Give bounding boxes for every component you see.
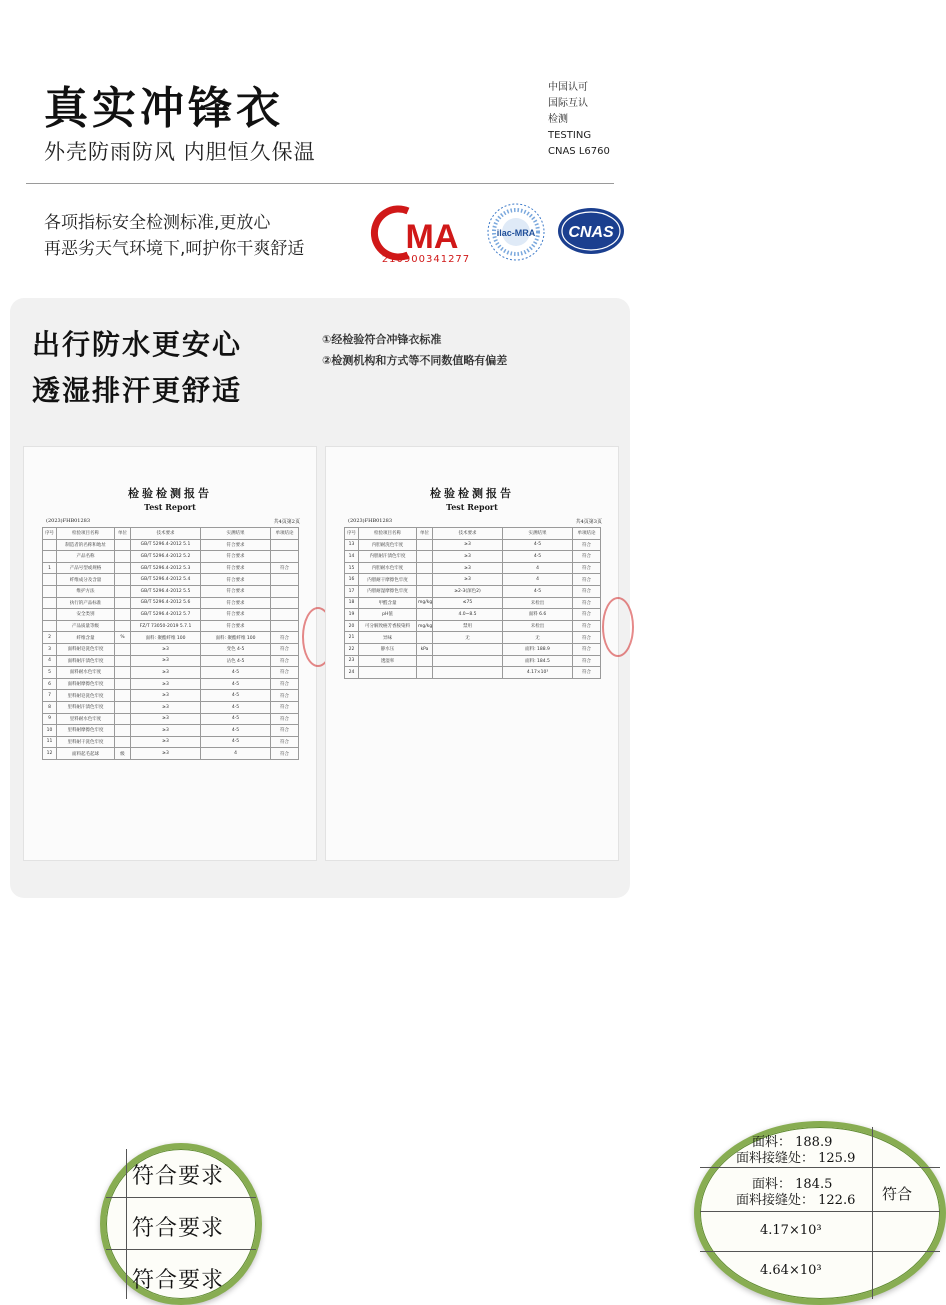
- table-cell: 4: [503, 562, 573, 574]
- table-cell: 12: [43, 748, 57, 760]
- table-cell: 符合: [573, 620, 601, 632]
- table-cell: 单位: [115, 528, 131, 540]
- table-cell: GB/T 5296.4-2012 5.4: [131, 574, 201, 586]
- table-row: [345, 539, 601, 551]
- table-row: [345, 643, 601, 655]
- table-cell: [115, 643, 131, 655]
- table-cell: 符合要求: [201, 562, 271, 574]
- table-cell: 产品号型或规格: [57, 562, 115, 574]
- table-row: [43, 736, 299, 748]
- table-cell: [271, 609, 299, 621]
- table-cell: 符合: [271, 701, 299, 713]
- table-cell: 异味: [359, 632, 417, 644]
- intro-line: 各项指标安全检测标准,更放心: [44, 213, 271, 233]
- table-cell: [417, 609, 433, 621]
- table-cell: 制造者的名称和地址: [57, 539, 115, 551]
- table-line: [872, 1127, 873, 1299]
- magnified-result: 符合: [882, 1185, 913, 1203]
- report-table: [344, 527, 601, 679]
- table-cell: [271, 551, 299, 563]
- note-line: ①经检验符合冲锋衣标准: [322, 333, 442, 346]
- table-cell: 符合: [271, 748, 299, 760]
- table-cell: 序号: [345, 528, 359, 540]
- table-row: [345, 620, 601, 632]
- table-row: [345, 667, 601, 679]
- table-cell: [417, 632, 433, 644]
- table-line: [700, 1167, 940, 1168]
- cert-line: TESTING: [548, 130, 592, 141]
- table-cell: 未检出: [503, 597, 573, 609]
- table-cell: 符合: [573, 597, 601, 609]
- table-row: [43, 713, 299, 725]
- table-cell: [43, 585, 57, 597]
- table-cell: 沾色 4-5: [201, 655, 271, 667]
- table-cell: [271, 620, 299, 632]
- table-cell: 里料耐干洗色牢度: [57, 736, 115, 748]
- table-cell: 无: [503, 632, 573, 644]
- report-number: (2023)FHB01283: [46, 518, 91, 524]
- table-cell: 技术要求: [433, 528, 503, 540]
- table-cell: 透湿率: [359, 655, 417, 667]
- table-cell: [43, 539, 57, 551]
- table-cell: 符合: [573, 655, 601, 667]
- table-cell: 8: [43, 701, 57, 713]
- table-cell: 符合: [271, 667, 299, 679]
- table-row: [43, 667, 299, 679]
- table-cell: 符合: [573, 574, 601, 586]
- table-cell: 4: [503, 574, 573, 586]
- table-cell: 符合: [271, 655, 299, 667]
- table-cell: 21: [345, 632, 359, 644]
- cert-line: 检测: [548, 114, 568, 125]
- table-cell: mg/kg: [417, 597, 433, 609]
- table-cell: 24: [345, 667, 359, 679]
- table-row: [43, 620, 299, 632]
- test-report-page-2: [23, 446, 317, 1293]
- table-cell: 7: [43, 690, 57, 702]
- table-row: [43, 609, 299, 621]
- table-cell: 纤维成分及含量: [57, 574, 115, 586]
- table-cell: 9: [43, 713, 57, 725]
- table-cell: [43, 551, 57, 563]
- table-cell: 4.0~8.5: [433, 609, 503, 621]
- table-cell: 检验项目名称: [359, 528, 417, 540]
- table-cell: 符合: [573, 632, 601, 644]
- table-cell: 面料 6.6: [503, 609, 573, 621]
- magnified-text: 符合要求: [132, 1216, 225, 1241]
- table-row: [43, 690, 299, 702]
- table-cell: 维护方法: [57, 585, 115, 597]
- table-cell: ≥3: [131, 713, 201, 725]
- table-cell: 面料: 184.5: [503, 655, 573, 667]
- table-cell: GB/T 5296.4-2012 5.3: [131, 562, 201, 574]
- cnas-logo: [556, 206, 626, 256]
- table-cell: GB/T 5296.4-2012 5.2: [131, 551, 201, 563]
- report-title: 检验检测报告: [430, 487, 514, 500]
- ilac-mra-logo: [486, 202, 546, 264]
- table-cell: 符合: [271, 643, 299, 655]
- magnified-value: 面料： 188.9: [752, 1135, 833, 1150]
- table-cell: 符合: [573, 667, 601, 679]
- table-cell: 4.17×10³: [503, 667, 573, 679]
- table-cell: [115, 655, 131, 667]
- table-cell: [417, 667, 433, 679]
- table-cell: pH值: [359, 609, 417, 621]
- table-cell: 面料耐水色牢度: [57, 667, 115, 679]
- slogan-line: 出行防水更安心: [32, 328, 243, 361]
- table-cell: 2: [43, 632, 57, 644]
- table-cell: 产品名称: [57, 551, 115, 563]
- table-row: [43, 701, 299, 713]
- table-cell: 4-5: [201, 713, 271, 725]
- table-cell: 静水压: [359, 643, 417, 655]
- report-page: 共4页第3页: [575, 519, 602, 525]
- table-cell: 4-5: [201, 725, 271, 737]
- table-cell: [417, 655, 433, 667]
- table-cell: 单项结论: [573, 528, 601, 540]
- page-subtitle: 外壳防雨防风 内胆恒久保温: [44, 140, 316, 164]
- table-row: [345, 597, 601, 609]
- table-cell: 11: [43, 736, 57, 748]
- table-cell: ≥3: [131, 690, 201, 702]
- table-cell: GB/T 5296.4-2012 5.7: [131, 609, 201, 621]
- table-row: [43, 632, 299, 644]
- table-cell: ≤75: [433, 597, 503, 609]
- table-cell: [359, 667, 417, 679]
- table-cell: [115, 597, 131, 609]
- table-cell: [271, 574, 299, 586]
- table-cell: 符合要求: [201, 551, 271, 563]
- table-cell: 里料耐水色牢度: [57, 713, 115, 725]
- table-cell: 甲醛含量: [359, 597, 417, 609]
- table-cell: [417, 574, 433, 586]
- table-cell: 纤维含量: [57, 632, 115, 644]
- magnified-value: 4.17×10³: [760, 1223, 822, 1238]
- cert-line: CNAS L6760: [548, 146, 610, 157]
- table-row: [43, 597, 299, 609]
- table-cell: GB/T 5296.4-2012 5.6: [131, 597, 201, 609]
- table-row: [345, 609, 601, 621]
- table-cell: [271, 539, 299, 551]
- table-row: [345, 551, 601, 563]
- table-cell: [271, 597, 299, 609]
- magnified-text: 符合要求: [132, 1268, 225, 1293]
- table-line: [700, 1211, 940, 1212]
- table-cell: 实测结果: [201, 528, 271, 540]
- table-cell: 3: [43, 643, 57, 655]
- table-cell: ≥3: [433, 539, 503, 551]
- table-cell: 序号: [43, 528, 57, 540]
- table-cell: ≥3: [131, 643, 201, 655]
- table-cell: [115, 713, 131, 725]
- table-cell: 单位: [417, 528, 433, 540]
- table-cell: ≥3: [131, 748, 201, 760]
- table-cell: 技术要求: [131, 528, 201, 540]
- table-row: [345, 562, 601, 574]
- table-cell: FZ/T 73050-2019 5.7.1: [131, 620, 201, 632]
- table-cell: 面料起毛起球: [57, 748, 115, 760]
- table-header-row: [43, 528, 299, 540]
- table-cell: 符合: [271, 678, 299, 690]
- table-cell: 里料耐皂洗色牢度: [57, 690, 115, 702]
- table-cell: 符合: [271, 713, 299, 725]
- table-header-row: [345, 528, 601, 540]
- cert-line: 中国认可: [548, 82, 588, 93]
- table-cell: 无: [433, 632, 503, 644]
- table-cell: 4-5: [503, 551, 573, 563]
- table-cell: 4-5: [201, 736, 271, 748]
- table-cell: 14: [345, 551, 359, 563]
- table-line: [700, 1251, 940, 1252]
- table-cell: 符合要求: [201, 609, 271, 621]
- table-cell: 符合要求: [201, 597, 271, 609]
- table-cell: ≥3: [131, 667, 201, 679]
- table-cell: 4-5: [503, 585, 573, 597]
- ilac-logo-text: ilac-MRA: [496, 228, 536, 238]
- table-cell: [43, 574, 57, 586]
- table-cell: 实测结果: [503, 528, 573, 540]
- magnified-text: 符合要求: [132, 1164, 225, 1189]
- table-cell: 18: [345, 597, 359, 609]
- table-cell: 符合: [271, 690, 299, 702]
- table-cell: [115, 736, 131, 748]
- table-cell: 内胆耐湿摩擦色牢度: [359, 585, 417, 597]
- table-cell: 内胆耐汗渍色牢度: [359, 551, 417, 563]
- table-cell: 符合: [573, 551, 601, 563]
- table-cell: 符合: [573, 539, 601, 551]
- table-row: [43, 655, 299, 667]
- table-cell: ≥3: [131, 655, 201, 667]
- table-cell: 符合要求: [201, 585, 271, 597]
- table-row: [43, 585, 299, 597]
- table-cell: 4-5: [201, 678, 271, 690]
- table-cell: 符合要求: [201, 574, 271, 586]
- page-title: 真实冲锋衣: [44, 83, 284, 134]
- table-cell: 面料: 188.9: [503, 643, 573, 655]
- table-cell: 内胆耐水色牢度: [359, 562, 417, 574]
- table-cell: GB/T 5296.4-2012 5.5: [131, 585, 201, 597]
- table-cell: ≥3: [131, 736, 201, 748]
- table-cell: 符合: [573, 585, 601, 597]
- notes: [322, 329, 507, 371]
- table-cell: ≥2-3(深色2): [433, 585, 503, 597]
- table-cell: [417, 585, 433, 597]
- table-cell: 符合: [573, 643, 601, 655]
- table-cell: 4-5: [503, 539, 573, 551]
- table-cell: ≥3: [131, 725, 201, 737]
- table-cell: 16: [345, 574, 359, 586]
- table-cell: 6: [43, 678, 57, 690]
- table-cell: ≥3: [433, 574, 503, 586]
- table-cell: 10: [43, 725, 57, 737]
- table-cell: [115, 574, 131, 586]
- magnified-value: 面料接缝处： 125.9: [736, 1151, 856, 1166]
- table-cell: 里料耐摩擦色牢度: [57, 725, 115, 737]
- table-row: [43, 643, 299, 655]
- table-cell: 19: [345, 609, 359, 621]
- table-cell: [115, 551, 131, 563]
- table-cell: 符合: [271, 632, 299, 644]
- table-cell: 4: [201, 748, 271, 760]
- table-row: [43, 539, 299, 551]
- table-cell: [115, 690, 131, 702]
- table-cell: 内胆耐洗色牢度: [359, 539, 417, 551]
- table-cell: 面料耐摩擦色牢度: [57, 678, 115, 690]
- report-table: [42, 527, 299, 760]
- table-cell: 内胆耐干摩擦色牢度: [359, 574, 417, 586]
- table-row: [43, 678, 299, 690]
- table-cell: 级: [115, 748, 131, 760]
- table-line: [106, 1249, 256, 1250]
- table-line: [126, 1149, 127, 1299]
- table-cell: [417, 539, 433, 551]
- table-cell: 1: [43, 562, 57, 574]
- table-cell: ≥3: [131, 678, 201, 690]
- magnifier-left: [100, 1143, 262, 1305]
- cnas-logo-text: CNAS: [568, 224, 614, 241]
- table-cell: 符合: [271, 736, 299, 748]
- red-stamp: [602, 597, 634, 657]
- table-cell: [43, 620, 57, 632]
- magnified-value: 面料： 184.5: [752, 1177, 833, 1192]
- table-cell: 符合要求: [201, 539, 271, 551]
- table-cell: ≥3: [433, 551, 503, 563]
- magnifier-right: [694, 1121, 946, 1305]
- table-cell: [115, 678, 131, 690]
- table-line: [106, 1197, 256, 1198]
- table-cell: [115, 620, 131, 632]
- table-row: [43, 748, 299, 760]
- table-cell: 检验项目名称: [57, 528, 115, 540]
- magnified-value: 面料接缝处： 122.6: [736, 1193, 856, 1208]
- magnified-value: 4.64×10³: [760, 1263, 822, 1278]
- table-cell: 符合: [573, 562, 601, 574]
- table-cell: 4-5: [201, 701, 271, 713]
- cert-line: 国际互认: [548, 98, 588, 109]
- ma-logo-text: MA: [405, 218, 459, 256]
- table-cell: 22: [345, 643, 359, 655]
- table-cell: 4-5: [201, 667, 271, 679]
- table-cell: 15: [345, 562, 359, 574]
- table-cell: [115, 667, 131, 679]
- table-row: [345, 574, 601, 586]
- table-cell: 面料: 聚酯纤维 100: [131, 632, 201, 644]
- table-cell: [43, 597, 57, 609]
- table-cell: 可分解致癌芳香胺染料: [359, 620, 417, 632]
- table-cell: [115, 701, 131, 713]
- table-cell: 13: [345, 539, 359, 551]
- report-title-en: Test Report: [446, 502, 498, 512]
- table-cell: ≥3: [433, 562, 503, 574]
- table-cell: 符合: [573, 609, 601, 621]
- divider: [26, 183, 614, 184]
- table-cell: [115, 562, 131, 574]
- table-row: [345, 632, 601, 644]
- table-cell: mg/kg: [417, 620, 433, 632]
- table-row: [43, 551, 299, 563]
- table-cell: 17: [345, 585, 359, 597]
- table-cell: 符合: [271, 725, 299, 737]
- table-cell: [115, 539, 131, 551]
- table-cell: 未检出: [503, 620, 573, 632]
- table-cell: 面料耐皂洗色牢度: [57, 643, 115, 655]
- table-cell: 变色 4-5: [201, 643, 271, 655]
- table-cell: 4: [43, 655, 57, 667]
- intro-text: [44, 210, 304, 262]
- table-cell: kPa: [417, 643, 433, 655]
- table-cell: [115, 725, 131, 737]
- table-cell: 面料耐汗渍色牢度: [57, 655, 115, 667]
- table-cell: 产品质量等级: [57, 620, 115, 632]
- table-cell: 执行的产品标准: [57, 597, 115, 609]
- table-cell: [43, 609, 57, 621]
- ma-number: 210900341277: [381, 254, 471, 265]
- table-cell: 4-5: [201, 690, 271, 702]
- note-line: ②检测机构和方式等不同数值略有偏差: [322, 354, 508, 367]
- table-cell: ≥3: [131, 701, 201, 713]
- table-row: [43, 562, 299, 574]
- certification-text: [548, 80, 610, 160]
- report-number: (2023)FHB01283: [348, 518, 393, 524]
- table-cell: [271, 585, 299, 597]
- table-cell: [417, 562, 433, 574]
- table-row: [345, 585, 601, 597]
- intro-line: 再恶劣天气环境下,呵护你干爽舒适: [44, 239, 305, 259]
- table-cell: [433, 655, 503, 667]
- table-cell: 5: [43, 667, 57, 679]
- table-cell: %: [115, 632, 131, 644]
- slogan-line: 透湿排汗更舒适: [32, 374, 243, 407]
- table-cell: 安全类别: [57, 609, 115, 621]
- table-cell: [433, 667, 503, 679]
- table-cell: GB/T 5296.4-2012 5.1: [131, 539, 201, 551]
- table-cell: 20: [345, 620, 359, 632]
- slogan: [32, 322, 242, 414]
- table-cell: 符合要求: [201, 620, 271, 632]
- table-cell: [115, 609, 131, 621]
- table-row: [43, 725, 299, 737]
- table-cell: 单项结论: [271, 528, 299, 540]
- report-title: 检验检测报告: [128, 487, 212, 500]
- table-row: [43, 574, 299, 586]
- table-cell: 里料耐汗渍色牢度: [57, 701, 115, 713]
- table-cell: [417, 551, 433, 563]
- table-cell: [115, 585, 131, 597]
- table-cell: 23: [345, 655, 359, 667]
- table-row: [345, 655, 601, 667]
- report-title-en: Test Report: [144, 502, 196, 512]
- table-cell: 禁用: [433, 620, 503, 632]
- table-cell: 符合: [271, 562, 299, 574]
- test-report-page-3: [325, 446, 913, 1278]
- report-page: 共4页第2页: [273, 519, 300, 525]
- table-cell: 面料: 聚酯纤维 100: [201, 632, 271, 644]
- table-cell: [433, 643, 503, 655]
